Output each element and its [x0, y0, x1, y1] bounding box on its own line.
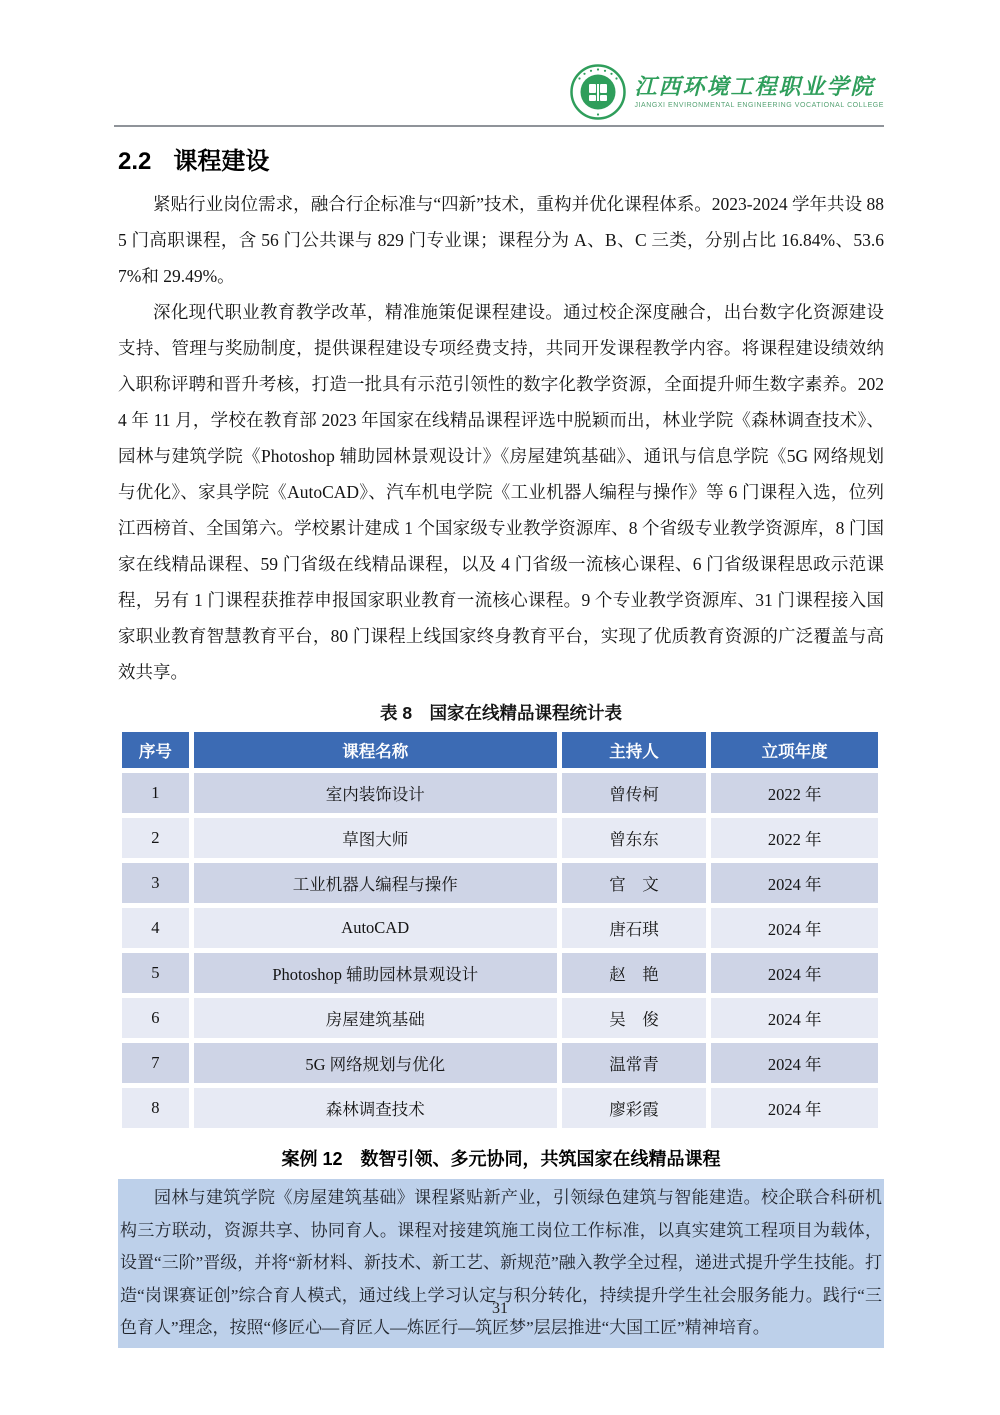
cell-host: 曾传柯	[562, 773, 706, 813]
cell-host: 吴 俊	[562, 998, 706, 1038]
header-divider	[114, 125, 884, 127]
cell-index: 6	[122, 998, 189, 1038]
cell-host: 赵 艳	[562, 953, 706, 993]
column-header-index: 序号	[122, 732, 189, 768]
cell-course: AutoCAD	[194, 908, 557, 948]
table-header-row	[122, 732, 878, 768]
cell-course: 工业机器人编程与操作	[194, 863, 557, 903]
college-name-block	[634, 75, 884, 109]
college-name-zh: 江西环境工程职业学院	[634, 73, 875, 99]
cell-host: 曾东东	[562, 818, 706, 858]
cell-course: 森林调查技术	[194, 1088, 557, 1128]
page-number: 31	[492, 1300, 508, 1317]
table-row	[122, 1088, 878, 1128]
cell-year: 2022 年	[711, 773, 878, 813]
table-caption: 表 8 国家在线精品课程统计表	[379, 703, 623, 723]
cell-year: 2024 年	[711, 908, 878, 948]
cell-course: 房屋建筑基础	[194, 998, 557, 1038]
college-name-en: JIANGXI ENVIRONMENTAL ENGINEERING VOCATIONAL COLLEGE	[634, 102, 884, 110]
table-row	[122, 818, 878, 858]
cell-course: 草图大师	[194, 818, 557, 858]
cell-year: 2024 年	[711, 1088, 878, 1128]
cell-year: 2024 年	[711, 863, 878, 903]
cell-host: 廖彩霞	[562, 1088, 706, 1128]
cell-year: 2024 年	[711, 1043, 878, 1083]
course-table	[117, 727, 883, 1133]
cell-host: 温常青	[562, 1043, 706, 1083]
paragraph-1: 紧贴行业岗位需求，融合行企标准与“四新”技术，重构并优化课程体系。2023-2024 学年共设 885 门高职课程，含 56 门公共课与 829 门专业课；课程分为 A、B、C 三类，分别占比 16.84%、53.67%和 29.49%。	[118, 194, 884, 286]
section-heading	[118, 141, 884, 176]
cell-index: 5	[122, 953, 189, 993]
cell-index: 1	[122, 773, 189, 813]
college-emblem-icon	[570, 64, 626, 120]
case-highlight-block	[118, 1179, 884, 1348]
cell-course: 5G 网络规划与优化	[194, 1043, 557, 1083]
body-text	[118, 186, 884, 690]
college-brand	[570, 64, 884, 120]
cell-index: 8	[122, 1088, 189, 1128]
column-header-year: 立项年度	[711, 732, 878, 768]
cell-year: 2024 年	[711, 953, 878, 993]
cell-host: 官 文	[562, 863, 706, 903]
table-row	[122, 998, 878, 1038]
case-heading: 案例 12 数智引领、多元协同，共筑国家在线精品课程	[281, 1149, 721, 1169]
table-row	[122, 863, 878, 903]
table-row	[122, 908, 878, 948]
table-row	[122, 773, 878, 813]
cell-course: Photoshop 辅助园林景观设计	[194, 953, 557, 993]
cell-index: 2	[122, 818, 189, 858]
column-header-course: 课程名称	[194, 732, 557, 768]
table-row	[122, 953, 878, 993]
section-number: 2.2	[118, 148, 152, 175]
page-header	[0, 0, 1000, 120]
column-header-host: 主持人	[562, 732, 706, 768]
cell-host: 唐石琪	[562, 908, 706, 948]
cell-index: 7	[122, 1043, 189, 1083]
cell-index: 3	[122, 863, 189, 903]
cell-course: 室内装饰设计	[194, 773, 557, 813]
case-paragraph: 园林与建筑学院《房屋建筑基础》课程紧贴新产业，引领绿色建筑与智能建造。校企联合科研机构三方联动，资源共享、协同育人。课程对接建筑施工岗位工作标准，以真实建筑工程项目为载体，设置“三阶”晋级，并将“新材料、新技术、新工艺、新规范”融入教学全过程，递进式提升学生技能。打造“岗课赛证创”综合育人模式，通过线上学习认定与积分转化，持续提升学生社会服务能力。践行“三色育人”理念，按照“修匠心—育匠人—炼匠行—筑匠梦”层层推进“大国工匠”精神培育。	[120, 1188, 882, 1337]
section-title: 课程建设	[173, 148, 270, 175]
cell-index: 4	[122, 908, 189, 948]
cell-year: 2024 年	[711, 998, 878, 1038]
table-row	[122, 1043, 878, 1083]
cell-year: 2022 年	[711, 818, 878, 858]
paragraph-2: 深化现代职业教育教学改革，精准施策促课程建设。通过校企深度融合，出台数字化资源建设支持、管理与奖励制度，提供课程建设专项经费支持，共同开发课程教学内容。将课程建设绩效纳入职称评聘和晋升考核，打造一批具有示范引领性的数字化教学资源，全面提升师生数字素养。2024 年 11 月，学校在教育部 2023 年国家在线精品课程评选中脱颖而出，林业学院《森林调查技术》、园林与建筑学院《Photoshop 辅助园林景观设计》《房屋建筑基础》、通讯与信息学院《5G 网络规划与优化》、家具学院《AutoCAD》、汽车机电学院《工业机器人编程与操作》等 6 门课程入选，位列江西榜首、全国第六。学校累计建成 1 个国家级专业教学资源库、8 个省级专业教学资源库，8 门国家在线精品课程、59 门省级在线精品课程，以及 4 门省级一流核心课程、6 门省级课程思政示范课程，另有 1 门课程获推荐申报国家职业教育一流核心课程。9 个专业教学资源库、31 门课程接入国家职业教育智慧教育平台，80 门课程上线国家终身教育平台，实现了优质教育资源的广泛覆盖与高效共享。	[118, 302, 884, 682]
